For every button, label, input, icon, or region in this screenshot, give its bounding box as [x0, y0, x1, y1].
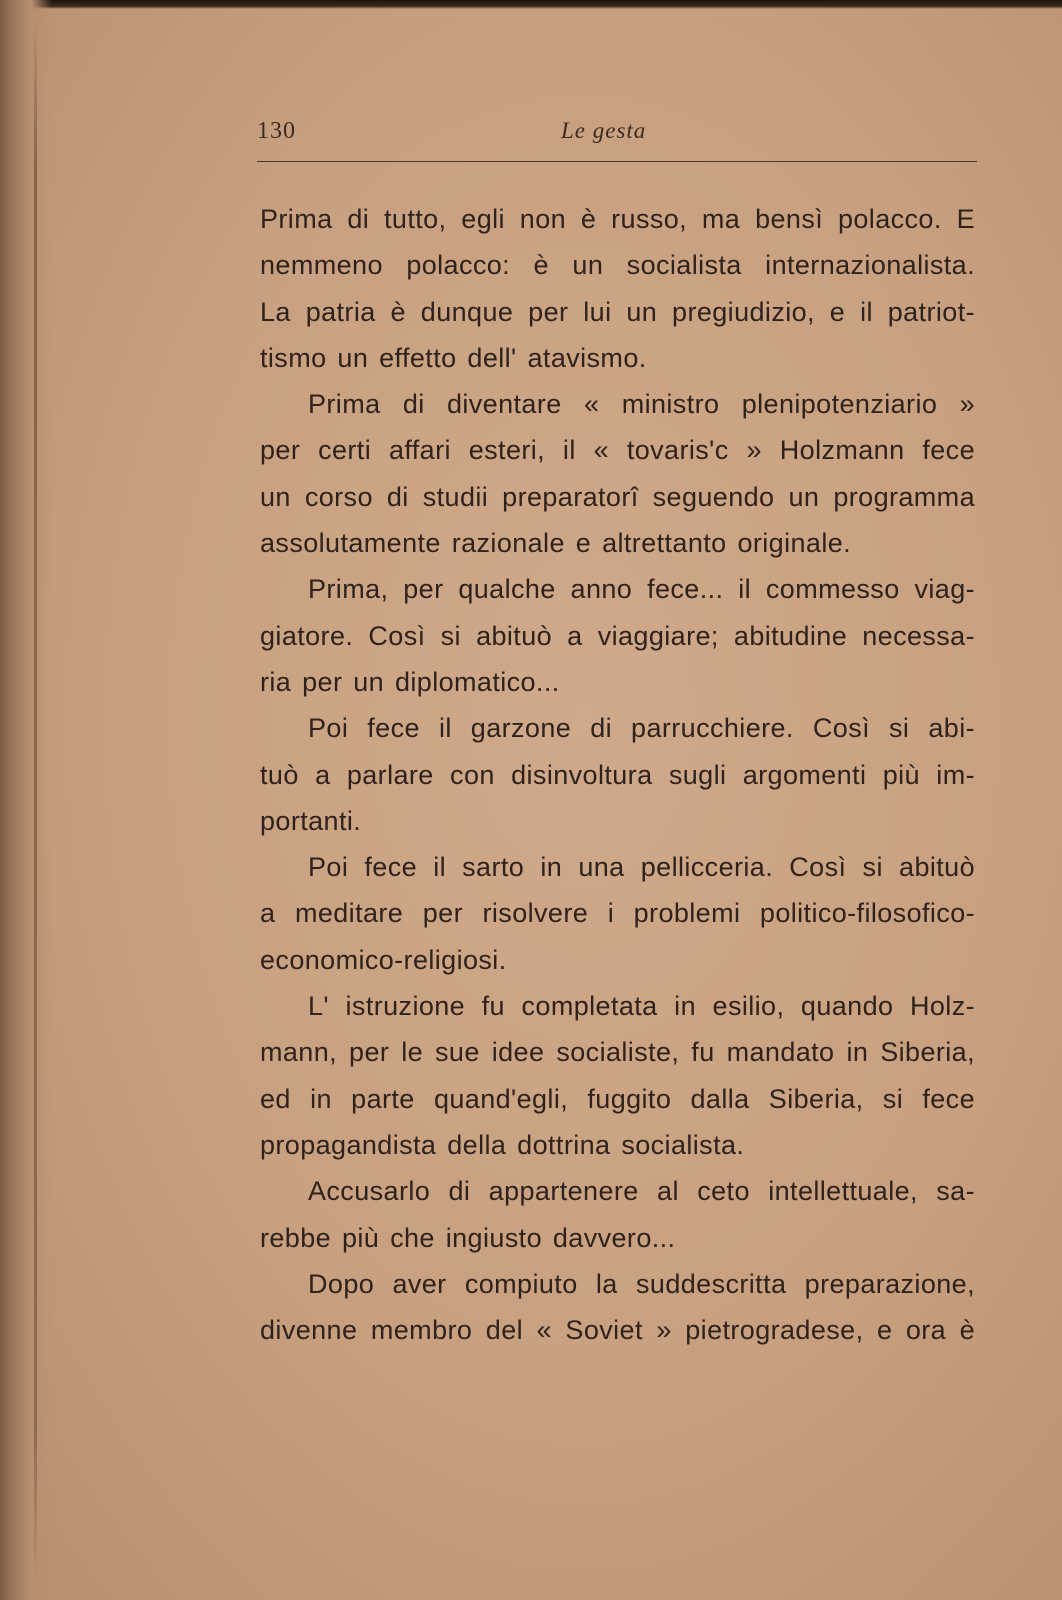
spine-crease [34, 20, 37, 1580]
running-head [257, 112, 977, 152]
text-line: Accusarlo di appartenere al ceto intellettuale, sa- [308, 1176, 975, 1207]
running-title: Le gesta [561, 118, 647, 143]
body-text [260, 196, 975, 1353]
text-line: Prima di tutto, egli non è russo, ma bensì polacco. E [260, 204, 975, 234]
text-line: Prima, per qualche anno fece... il commesso viag- [308, 574, 975, 605]
text-line: a meditare per risolvere i problemi politico-filosofico- [260, 898, 975, 929]
text-line: rebbe più che ingiusto davvero... [260, 1222, 676, 1253]
text-line: un corso di studii preparatorî seguendo un programma [260, 481, 975, 512]
text-line: assolutamente razionale e altrettanto originale. [260, 528, 852, 559]
text-line: tuò a parlare con disinvoltura sugli argomenti più im- [260, 759, 975, 790]
text-line: portanti. [260, 805, 362, 836]
text-line: Dopo aver compiuto la suddescritta preparazione, [308, 1268, 975, 1299]
text-line: nemmeno polacco: è un socialista internazionalista. [260, 250, 975, 281]
page-number: 130 [257, 118, 296, 144]
text-line: L' istruzione fu completata in esilio, quando Holz- [308, 991, 975, 1022]
text-line: divenne membro del « Soviet » pietrogradese, e ora è [260, 1315, 975, 1346]
page-top-edge [0, 0, 1062, 9]
text-line: economico-religiosi. [260, 944, 507, 975]
text-line: ria per un diplomatico... [260, 666, 560, 697]
text-line: Prima di diventare « ministro plenipotenziario » [308, 389, 975, 420]
header-rule [257, 161, 977, 162]
text-line: Poi fece il sarto in una pellicceria. Così si abituò [308, 852, 975, 883]
text-line: per certi affari esteri, il « tovaris'c » Holzmann fece [260, 435, 975, 466]
text-line: propagandista della dottrina socialista. [260, 1129, 745, 1160]
text-line: La patria è dunque per lui un pregiudizio, e il patriot- [260, 296, 975, 327]
text-line: Poi fece il garzone di parrucchiere. Così si abi- [308, 713, 975, 744]
spine-shadow [0, 0, 52, 1600]
text-line: giatore. Così si abituò a viaggiare; abitudine necessa- [260, 620, 975, 651]
text-line: ed in parte quand'egli, fuggito dalla Siberia, si fece [260, 1083, 975, 1114]
text-line: tismo un effetto dell' atavismo. [260, 342, 647, 373]
text-line: mann, per le sue idee socialiste, fu mandato in Siberia, [260, 1037, 975, 1068]
